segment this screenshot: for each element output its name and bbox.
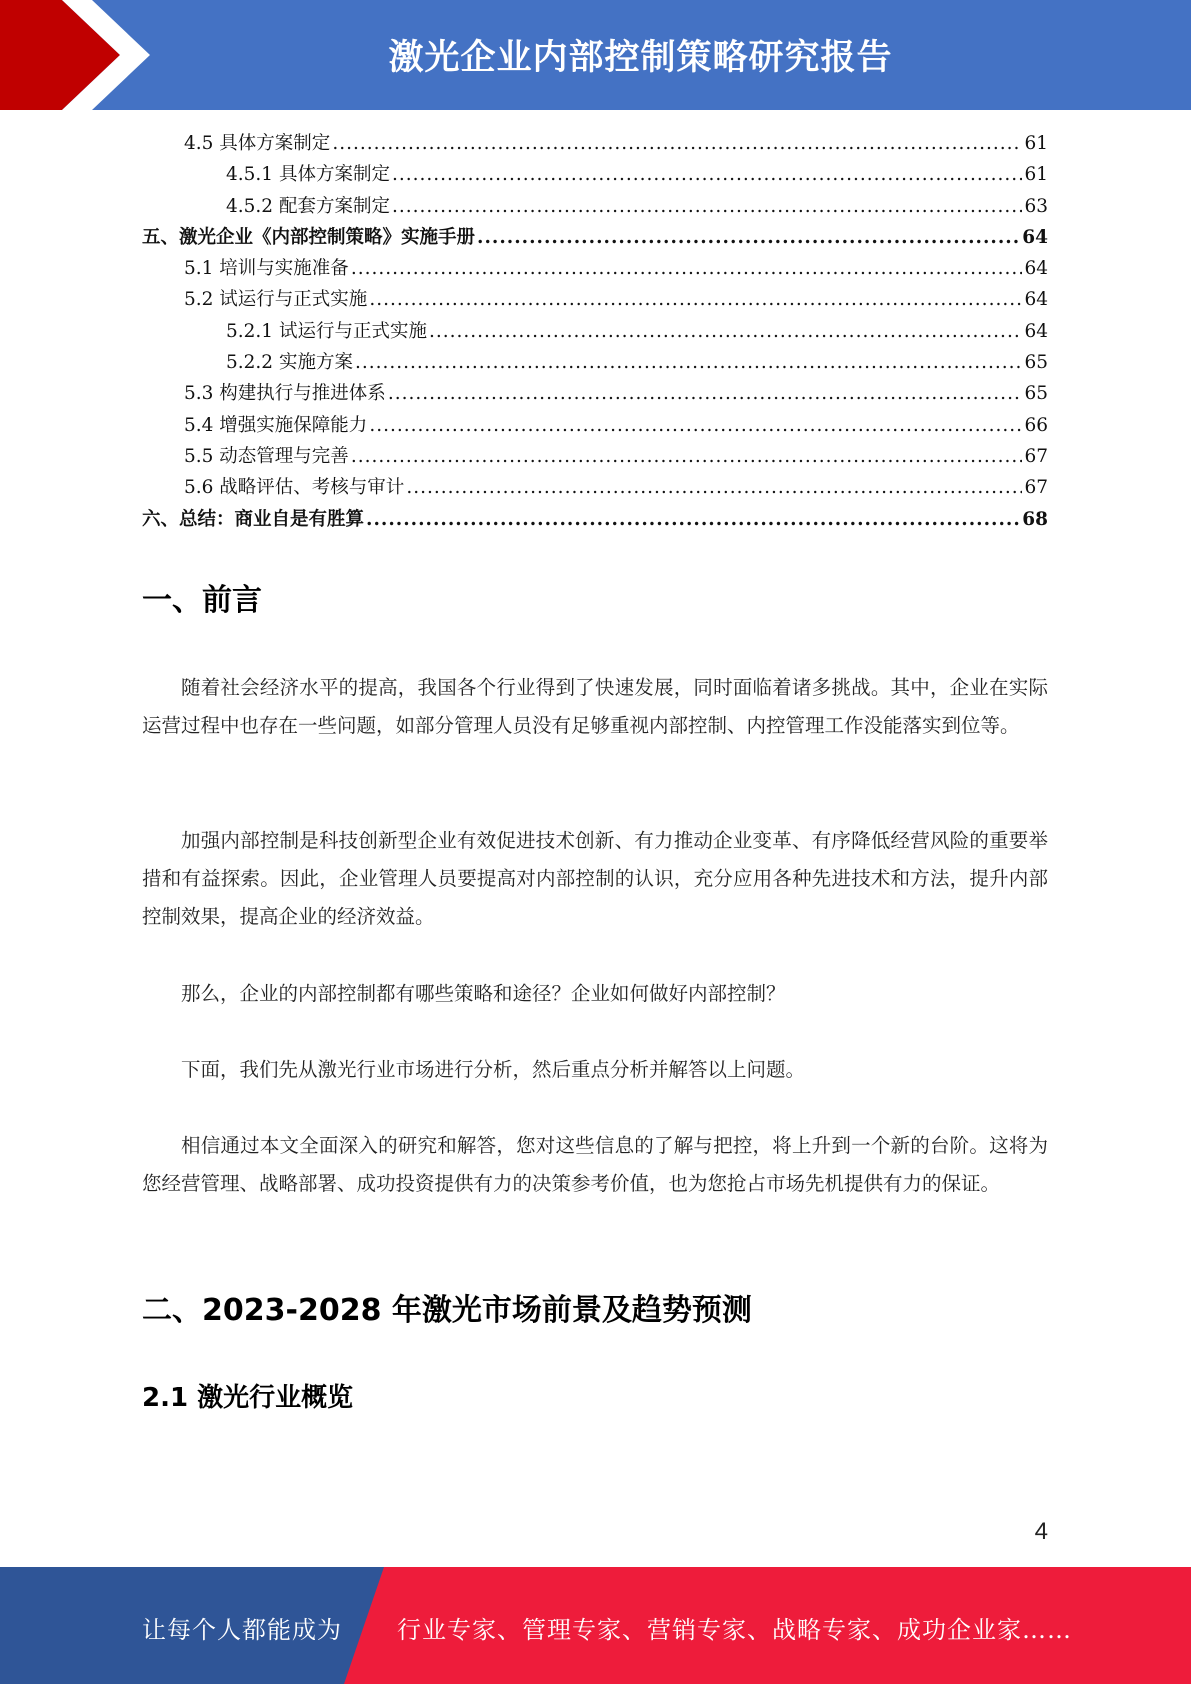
toc-entry[interactable]: [142, 128, 1048, 159]
toc-leader: [351, 253, 1023, 284]
toc-entry-chapter[interactable]: [142, 222, 1048, 253]
toc-entry-text: 5.2 试运行与正式实施: [184, 289, 368, 311]
toc-entry-chapter[interactable]: [142, 504, 1048, 535]
toc-entry-text: 五、激光企业《内部控制策略》实施手册: [142, 226, 476, 248]
toc-entry[interactable]: [142, 253, 1048, 284]
footer-slogan-left: 让每个人都能成为: [142, 1616, 342, 1644]
toc-entry-page: 61: [1024, 133, 1048, 154]
toc-entry-page: 61: [1024, 164, 1048, 186]
toc-leader: [369, 284, 1022, 315]
toc-leader: [392, 191, 1022, 222]
toc-leader: [406, 472, 1022, 503]
body-paragraph: 相信通过本文全面深入的研究和解答，您对这些信息的了解与把控，将上升到一个新的台阶。这将为您经营管理、战略部署、成功投资提供有力的决策参考价值，也为您抢占市场先机提供有力的保证。: [142, 1134, 1048, 1195]
toc-entry-text: 5.6 战略评估、考核与审计: [184, 477, 405, 499]
toc-entry-text: 5.1 培训与实施准备: [184, 258, 349, 280]
section-heading-forecast: 二、2023-2028 年激光市场前景及趋势预测: [142, 1293, 752, 1328]
toc-entry-text: 5.2.2 实施方案: [226, 352, 353, 374]
toc-leader: [369, 410, 1022, 441]
toc-leader: [392, 159, 1022, 190]
toc-entry[interactable]: [142, 347, 1048, 378]
toc-entry-page: 64: [1024, 258, 1048, 280]
toc-entry-text: 4.5 具体方案制定: [184, 133, 331, 154]
body-paragraph: 随着社会经济水平的提高，我国各个行业得到了快速发展，同时面临着诸多挑战。其中，企业在实际运营过程中也存在一些问题，如部分管理人员没有足够重视内部控制、内控管理工作没能落实到位等。: [142, 676, 1048, 737]
toc-entry-text: 4.5.1 具体方案制定: [226, 164, 390, 186]
page-header: [0, 0, 1191, 110]
header-title: 激光企业内部控制策略研究报告: [388, 38, 893, 78]
toc-entry-text: 5.3 构建执行与推进体系: [184, 383, 386, 405]
toc-entry-page: 66: [1024, 414, 1048, 436]
body-paragraph: 下面，我们先从激光行业市场进行分析，然后重点分析并解答以上问题。: [181, 1058, 806, 1081]
body-paragraph: 加强内部控制是科技创新型企业有效促进技术创新、有力推动企业变革、有序降低经营风险的重要举措和有益探索。因此，企业管理人员要提高对内部控制的认识，充分应用各种先进技术和方法，提升内部控制效果，提高企业的经济效益。: [142, 829, 1048, 928]
toc-entry-page: 67: [1024, 477, 1048, 499]
toc-leader: [355, 347, 1023, 378]
toc-leader: [477, 222, 1020, 253]
toc-entry[interactable]: [142, 284, 1048, 315]
toc-entry[interactable]: [142, 316, 1048, 347]
toc-entry-text: 5.2.1 试运行与正式实施: [226, 320, 427, 342]
toc-entry[interactable]: [142, 441, 1048, 472]
toc-entry-page: 64: [1024, 320, 1048, 342]
footer-slogan-right: 行业专家、管理专家、营销专家、战略专家、成功企业家……: [397, 1616, 1072, 1644]
toc-entry-page: 68: [1022, 508, 1048, 530]
toc-entry-page: 64: [1022, 226, 1048, 248]
toc-entry-page: 64: [1024, 289, 1048, 311]
table-of-contents: [142, 128, 1048, 535]
body-paragraph: 那么，企业的内部控制都有哪些策略和途径？企业如何做好内部控制？: [181, 982, 786, 1005]
toc-entry[interactable]: [142, 472, 1048, 503]
toc-entry[interactable]: [142, 410, 1048, 441]
toc-entry-page: 65: [1024, 352, 1048, 374]
toc-leader: [388, 378, 1023, 409]
toc-entry-page: 65: [1024, 383, 1048, 405]
toc-entry-text: 4.5.2 配套方案制定: [226, 195, 390, 217]
toc-leader: [332, 128, 1022, 159]
toc-leader: [351, 441, 1023, 472]
page-footer: [0, 1567, 1191, 1684]
toc-entry-text: 六、总结：商业自是有胜算: [142, 508, 365, 530]
toc-leader: [429, 316, 1022, 347]
section-heading-preface: 一、前言: [142, 583, 262, 618]
toc-entry[interactable]: [142, 159, 1048, 190]
page-number: 4: [1034, 1518, 1048, 1545]
toc-entry[interactable]: [142, 191, 1048, 222]
toc-entry[interactable]: [142, 378, 1048, 409]
toc-entry-text: 5.4 增强实施保障能力: [184, 414, 368, 436]
toc-entry-page: 63: [1024, 195, 1048, 217]
toc-leader: [366, 504, 1020, 535]
toc-entry-page: 67: [1024, 445, 1048, 467]
toc-entry-text: 5.5 动态管理与完善: [184, 445, 349, 467]
subsection-heading: 2.1 激光行业概览: [142, 1383, 354, 1413]
